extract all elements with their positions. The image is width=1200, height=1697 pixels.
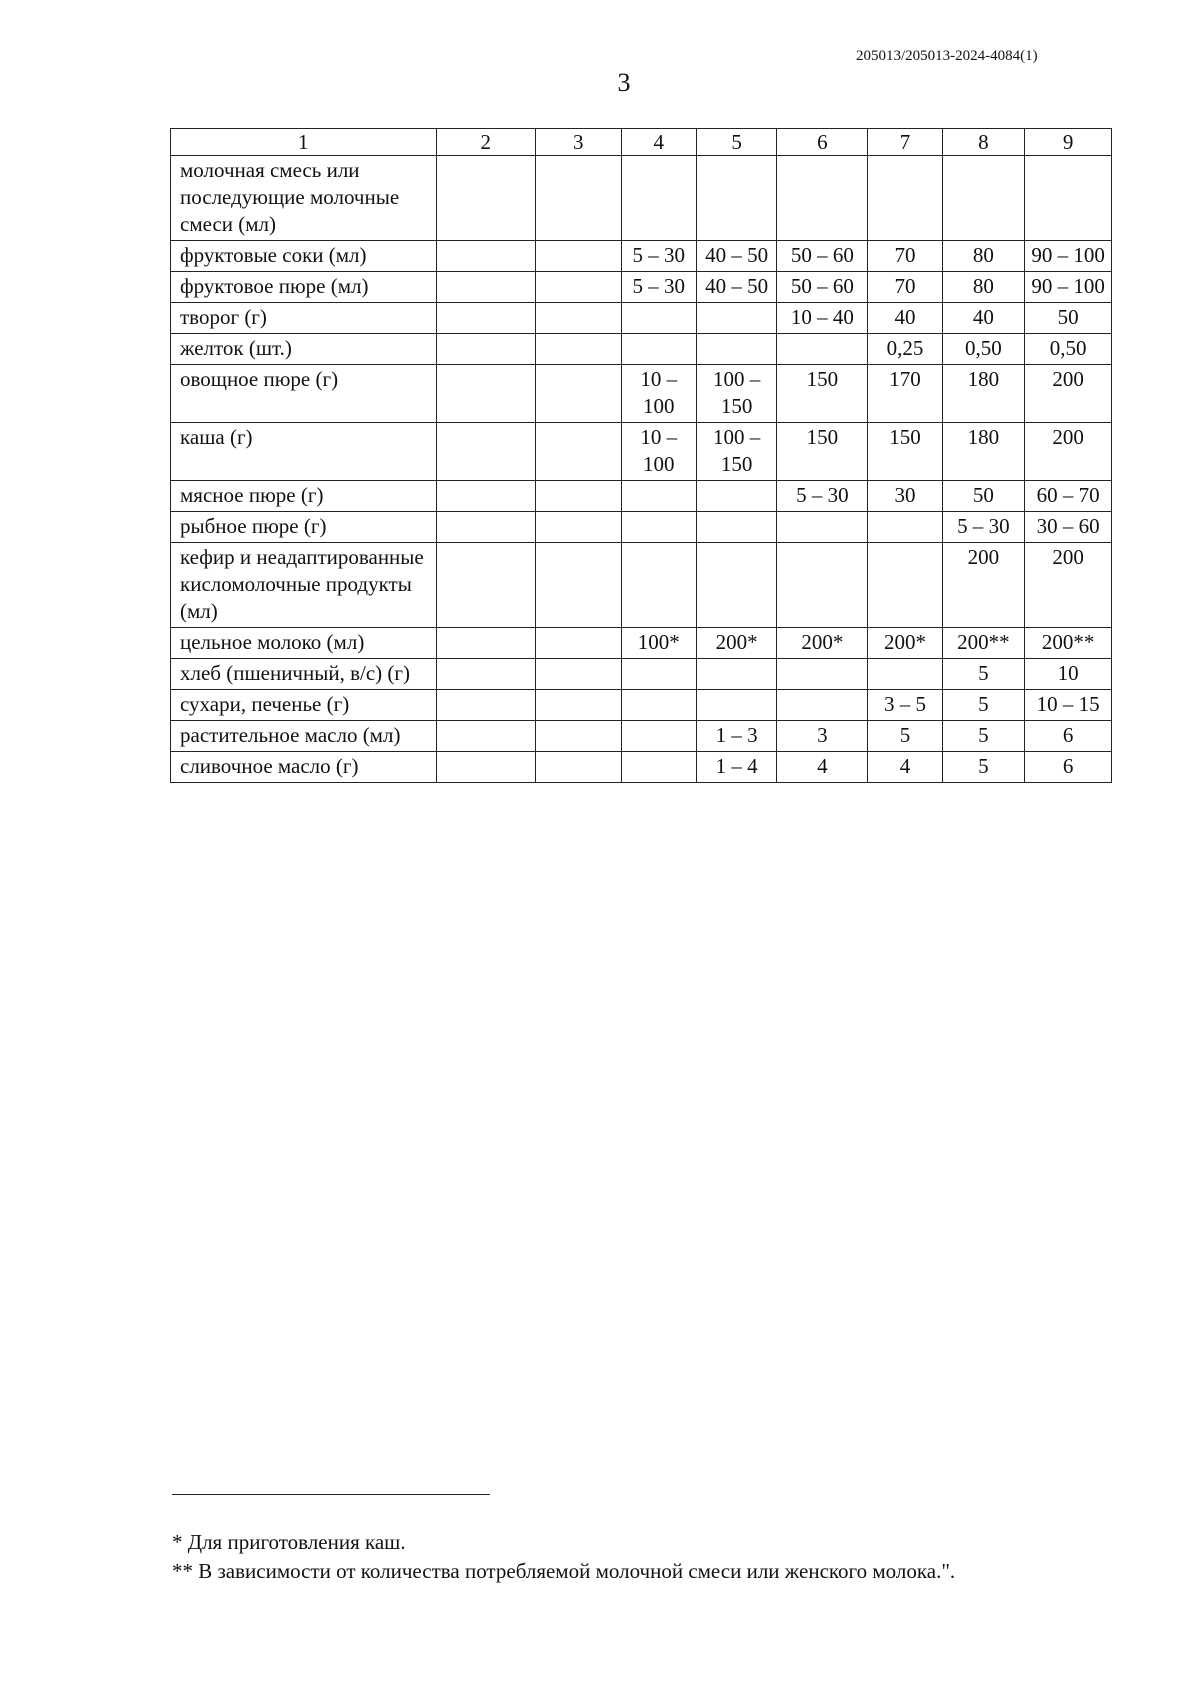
table-cell: 70: [868, 241, 942, 272]
row-label: фруктовые соки (мл): [171, 241, 437, 272]
table-cell: 80: [942, 272, 1025, 303]
table-cell: 4: [777, 752, 868, 783]
table-cell: 10 – 100: [621, 365, 696, 423]
footnote-2: ** В зависимости от количества потребляемой молочной смеси или женского молока.".: [172, 1559, 956, 1583]
table-cell: 5: [942, 690, 1025, 721]
table-row: [171, 272, 1112, 303]
table-cell: [436, 721, 535, 752]
table-cell: [621, 334, 696, 365]
table-cell: 40 – 50: [696, 272, 777, 303]
document-id: 205013/205013-2024-4084(1): [856, 48, 1038, 64]
table-cell: 30 – 60: [1025, 512, 1112, 543]
column-header-2: 2: [436, 129, 535, 156]
table-cell: [777, 659, 868, 690]
table-cell: [777, 543, 868, 628]
table-cell: [621, 156, 696, 241]
column-header-1: 1: [171, 129, 437, 156]
table-cell: 150: [777, 423, 868, 481]
row-label: рыбное пюре (г): [171, 512, 437, 543]
table-cell: 50: [942, 481, 1025, 512]
table-cell: [535, 334, 621, 365]
table-cell: [436, 365, 535, 423]
table-cell: [696, 659, 777, 690]
table-cell: 3 – 5: [868, 690, 942, 721]
table-cell: [696, 512, 777, 543]
table-cell: 6: [1025, 752, 1112, 783]
table-cell: [535, 272, 621, 303]
table-cell: [436, 659, 535, 690]
table-cell: 70: [868, 272, 942, 303]
table-row: [171, 721, 1112, 752]
row-label: кефир и неадаптированные кисломолочные продукты (мл): [171, 543, 437, 628]
table-cell: [696, 156, 777, 241]
row-label: каша (г): [171, 423, 437, 481]
table-cell: 100*: [621, 628, 696, 659]
table-cell: [436, 543, 535, 628]
row-label: желток (шт.): [171, 334, 437, 365]
table-cell: [535, 156, 621, 241]
table-cell: [535, 690, 621, 721]
table-cell: 200*: [868, 628, 942, 659]
footnote-1: * Для приготовления каш.: [172, 1530, 406, 1554]
row-label: мясное пюре (г): [171, 481, 437, 512]
table-cell: [436, 512, 535, 543]
table-cell: 10 – 100: [621, 423, 696, 481]
table-cell: [436, 628, 535, 659]
table-cell: [535, 423, 621, 481]
table-row: [171, 543, 1112, 628]
table-row: [171, 334, 1112, 365]
table-cell: 0,25: [868, 334, 942, 365]
table-cell: [868, 659, 942, 690]
row-label: молочная смесь или последующие молочные смеси (мл): [171, 156, 437, 241]
table-row: [171, 628, 1112, 659]
table-cell: 5 – 30: [777, 481, 868, 512]
table-cell: 150: [868, 423, 942, 481]
table-cell: [535, 512, 621, 543]
table-cell: 5 – 30: [621, 272, 696, 303]
table-cell: [621, 543, 696, 628]
table-cell: [942, 156, 1025, 241]
row-label: цельное молоко (мл): [171, 628, 437, 659]
table-cell: 5: [942, 752, 1025, 783]
table-cell: [868, 543, 942, 628]
row-label: растительное масло (мл): [171, 721, 437, 752]
table-cell: [696, 690, 777, 721]
table-cell: 5 – 30: [942, 512, 1025, 543]
table-cell: [621, 303, 696, 334]
row-label: фруктовое пюре (мл): [171, 272, 437, 303]
table-cell: [621, 690, 696, 721]
column-header-9: 9: [1025, 129, 1112, 156]
table-cell: 90 – 100: [1025, 272, 1112, 303]
table-cell: [777, 156, 868, 241]
table-cell: [436, 272, 535, 303]
table-cell: 170: [868, 365, 942, 423]
table-cell: [777, 690, 868, 721]
table-row: [171, 752, 1112, 783]
table-cell: 0,50: [942, 334, 1025, 365]
column-header-6: 6: [777, 129, 868, 156]
table-cell: 4: [868, 752, 942, 783]
table-cell: [535, 628, 621, 659]
table-cell: [777, 334, 868, 365]
table-cell: 200: [1025, 365, 1112, 423]
table-cell: 60 – 70: [1025, 481, 1112, 512]
table-header-row: [171, 129, 1112, 156]
table-cell: 40: [942, 303, 1025, 334]
table-cell: [436, 481, 535, 512]
column-header-7: 7: [868, 129, 942, 156]
footnotes: [172, 1528, 955, 1586]
table-row: [171, 659, 1112, 690]
table-row: [171, 481, 1112, 512]
table-cell: 100 – 150: [696, 423, 777, 481]
table-cell: 6: [1025, 721, 1112, 752]
table-cell: [621, 512, 696, 543]
row-label: сливочное масло (г): [171, 752, 437, 783]
table-cell: 200: [942, 543, 1025, 628]
page-number: 3: [617, 68, 631, 97]
table-cell: [696, 303, 777, 334]
row-label: творог (г): [171, 303, 437, 334]
table-cell: 200*: [696, 628, 777, 659]
column-header-5: 5: [696, 129, 777, 156]
table-cell: [535, 303, 621, 334]
table-row: [171, 423, 1112, 481]
table-cell: 1 – 3: [696, 721, 777, 752]
table-cell: [1025, 156, 1112, 241]
table-cell: 0,50: [1025, 334, 1112, 365]
table-cell: 10 – 40: [777, 303, 868, 334]
table-cell: [436, 303, 535, 334]
table-row: [171, 690, 1112, 721]
table-row: [171, 365, 1112, 423]
row-label: овощное пюре (г): [171, 365, 437, 423]
table-cell: [621, 659, 696, 690]
table-cell: [535, 721, 621, 752]
table-cell: [868, 156, 942, 241]
table-cell: 90 – 100: [1025, 241, 1112, 272]
table-cell: 1 – 4: [696, 752, 777, 783]
table-cell: [777, 512, 868, 543]
table-cell: [436, 423, 535, 481]
table-cell: 3: [777, 721, 868, 752]
table-cell: [535, 481, 621, 512]
row-label: сухари, печенье (г): [171, 690, 437, 721]
table-cell: [696, 543, 777, 628]
table-cell: [436, 241, 535, 272]
table-cell: [535, 543, 621, 628]
table-cell: 10: [1025, 659, 1112, 690]
table-cell: 180: [942, 423, 1025, 481]
table-cell: 5: [868, 721, 942, 752]
column-header-4: 4: [621, 129, 696, 156]
row-label: хлеб (пшеничный, в/с) (г): [171, 659, 437, 690]
table-cell: 150: [777, 365, 868, 423]
feeding-norms-table: [170, 128, 1112, 783]
table-cell: 40 – 50: [696, 241, 777, 272]
table-cell: 5: [942, 659, 1025, 690]
table-cell: [436, 690, 535, 721]
table-cell: [621, 721, 696, 752]
table-cell: [621, 481, 696, 512]
column-header-8: 8: [942, 129, 1025, 156]
table-row: [171, 512, 1112, 543]
footnote-separator: [172, 1494, 490, 1495]
table-cell: 100 – 150: [696, 365, 777, 423]
table-cell: 50 – 60: [777, 241, 868, 272]
table-cell: 80: [942, 241, 1025, 272]
table-cell: 50 – 60: [777, 272, 868, 303]
table-cell: [535, 659, 621, 690]
table-cell: 5: [942, 721, 1025, 752]
table-cell: [535, 241, 621, 272]
table-cell: 5 – 30: [621, 241, 696, 272]
table-cell: 10 – 15: [1025, 690, 1112, 721]
table-cell: 40: [868, 303, 942, 334]
table-cell: [436, 156, 535, 241]
table-cell: [535, 365, 621, 423]
table-cell: [868, 512, 942, 543]
table-cell: [621, 752, 696, 783]
table-row: [171, 156, 1112, 241]
table-cell: 200*: [777, 628, 868, 659]
table-cell: [436, 334, 535, 365]
table-cell: [696, 481, 777, 512]
table-cell: [436, 752, 535, 783]
table-cell: 200: [1025, 543, 1112, 628]
column-header-3: 3: [535, 129, 621, 156]
table-cell: [696, 334, 777, 365]
table-cell: 200**: [942, 628, 1025, 659]
table-cell: [535, 752, 621, 783]
table-cell: 50: [1025, 303, 1112, 334]
table-cell: 180: [942, 365, 1025, 423]
table-cell: 200: [1025, 423, 1112, 481]
table-row: [171, 303, 1112, 334]
table-cell: 30: [868, 481, 942, 512]
table-row: [171, 241, 1112, 272]
table-cell: 200**: [1025, 628, 1112, 659]
